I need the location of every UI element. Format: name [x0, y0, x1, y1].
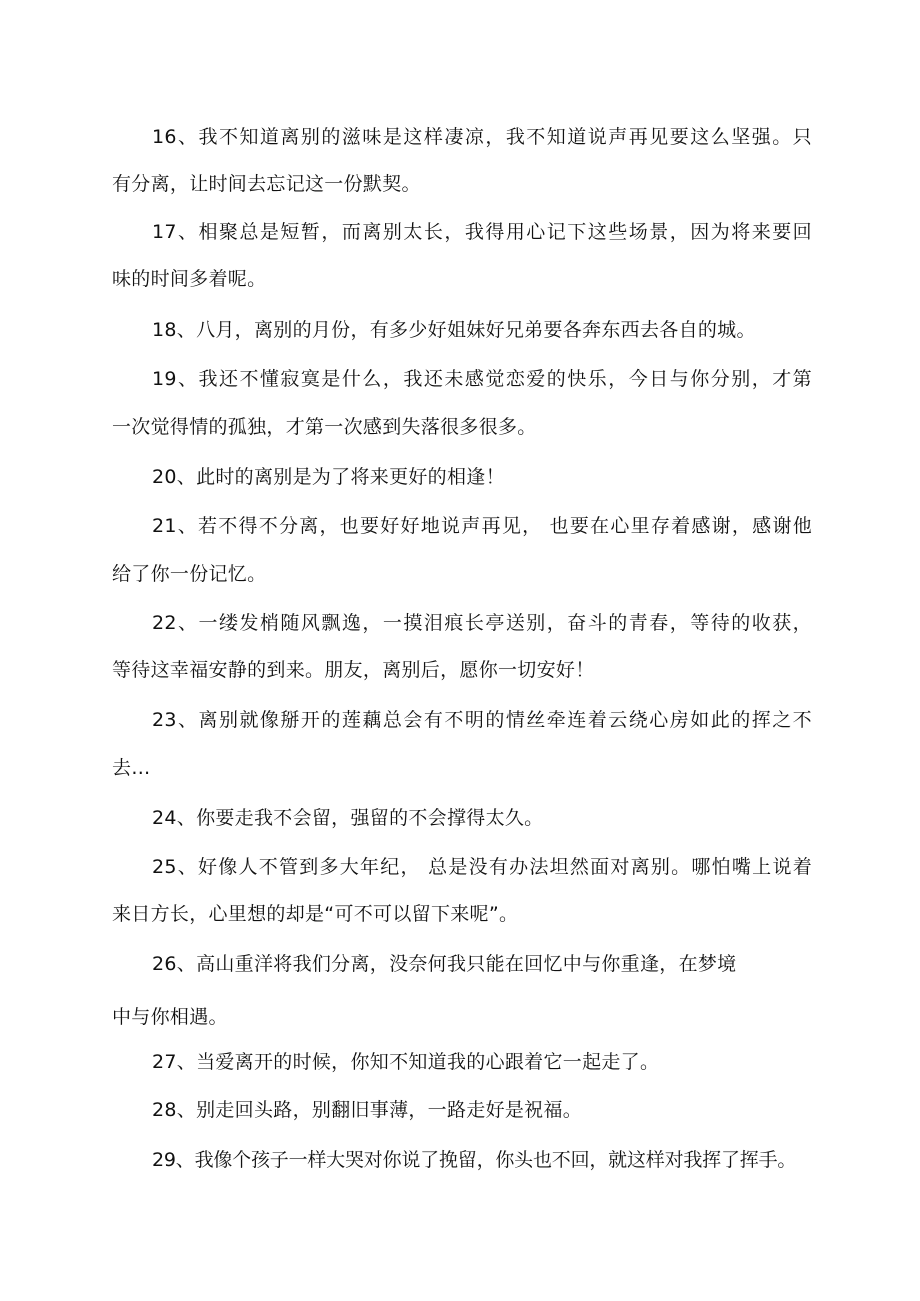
text-line: 20、此时的离别是为了将来更好的相逢！ [152, 466, 505, 488]
text-line: 去… [112, 757, 151, 779]
text-line: 26、高山重洋将我们分离，没奈何我只能在回忆中与你重逢，在梦境 [152, 953, 737, 975]
text-line: 16、我不知道离别的滋味是这样凄凉，我不知道说声再见要这么坚强。只 [152, 126, 812, 148]
text-line: 18、八月，离别的月份，有多少好姐妹好兄弟要各奔东西去各自的城。 [152, 319, 756, 341]
text-line: 来日方长，心里想的却是“可不可以留下来呢”。 [112, 903, 519, 925]
text-line: 25、好像人不管到多大年纪， 总是没有办法坦然面对离别。哪怕嘴上说着 [152, 856, 812, 878]
text-line: 有分离，让时间去忘记这一份默契。 [112, 173, 421, 195]
text-line: 21、若不得不分离，也要好好地说声再见， 也要在心里存着感谢，感谢他 [152, 515, 812, 537]
text-line: 29、我像个孩子一样大哭对你说了挽留，你头也不回，就这样对我挥了挥手。 [152, 1149, 797, 1171]
text-line: 23、离别就像掰开的莲藕总会有不明的情丝牵连着云绕心房如此的挥之不 [152, 709, 812, 731]
text-line: 22、一缕发梢随风飘逸，一摸泪痕长亭送别，奋斗的青春，等待的收获， [152, 612, 812, 634]
text-line: 味的时间多着呢。 [112, 268, 267, 290]
text-line: 给了你一份记忆。 [112, 563, 267, 585]
text-line: 28、别走回头路，别翻旧事薄，一路走好是祝福。 [152, 1099, 583, 1121]
text-line: 17、相聚总是短暂，而离别太长，我得用心记下这些场景，因为将来要回 [152, 221, 812, 243]
text-line: 19、我还不懂寂寞是什么，我还未感觉恋爱的快乐，今日与你分别，才第 [152, 368, 812, 390]
text-line: 27、当爱离开的时候，你知不知道我的心跟着它一起走了。 [152, 1051, 660, 1073]
text-line: 等待这幸福安静的到来。朋友，离别后，愿你一切安好！ [112, 659, 595, 681]
text-line: 24、你要走我不会留，强留的不会撑得太久。 [152, 807, 544, 829]
text-line: 一次觉得情的孤独，才第一次感到失落很多很多。 [112, 416, 537, 438]
text-line: 中与你相遇。 [112, 1006, 228, 1028]
